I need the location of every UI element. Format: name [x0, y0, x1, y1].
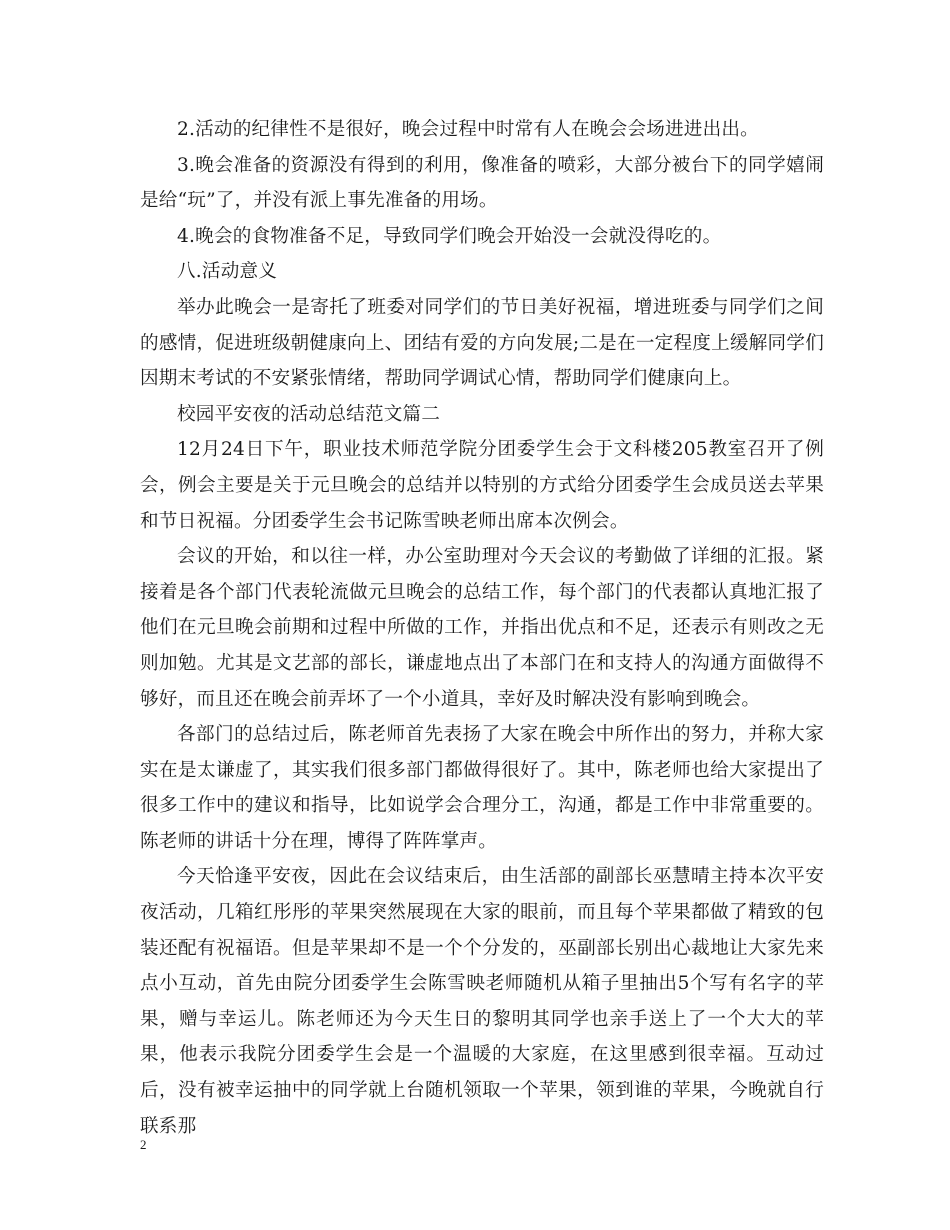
- section-heading-significance: 八.活动意义: [177, 261, 278, 283]
- paragraph-meeting-start: 会议的开始，和以往一样，办公室助理对今天会议的考勤做了详细的汇报。紧接着是各个部门代表轮流做元旦晚会的总结工作，每个部门的代表都认真地汇报了他们在元旦晚会前期和过程中所做的工作，并指出优点和不足，还表示有则改之无则加勉。尤其是文艺部的部长，谦虚地点出了本部门在和支持人的沟通方面做得不够好，而且还在晚会前弄坏了一个小道具，幸好及时解决没有影响到晚会。: [140, 546, 824, 710]
- paragraph-food: 4.晚会的食物准备不足，导致同学们晚会开始没一会就没得吃的。: [177, 225, 722, 247]
- paragraph-discipline: 2.活动的纪律性不是很好，晚会过程中时常有人在晚会会场进进出出。: [177, 119, 759, 140]
- paragraph-resources: 3.晚会准备的资源没有得到的利用，像准备的喷彩，大部分被台下的同学嬉闹是给“玩”了，并没有派上事先准备的用场。: [140, 154, 824, 212]
- paragraph-significance: 举办此晚会一是寄托了班委对同学们的节日美好祝福，增进班委与同学们之间的感情，促进班级朝健康向上、团结有爱的方向发展;二是在一定程度上缓解同学们因期末考试的不安紧张情绪，帮助同学调试心情，帮助同学们健康向上。: [140, 296, 824, 390]
- document-body: [140, 112, 824, 1144]
- paragraph-christmas-eve: 今天恰逢平安夜，因此在会议结束后，由生活部的副部长巫慧晴主持本次平安夜活动，几箱红彤彤的苹果突然展现在大家的眼前，而且每个苹果都做了精致的包装还配有祝福语。但是苹果却不是一个个分发的，巫副部长别出心裁地让大家先来点小互动，首先由院分团委学生会陈雪映老师随机从箱子里抽出5个写有名字的苹果，赠与幸运儿。陈老师还为今天生日的黎明其同学也亲手送上了一个大大的苹果，他表示我院分团委学生会是一个温暖的大家庭，在这里感到很幸福。互动过后，没有被幸运抽中的同学就上台随机领取一个苹果，领到谁的苹果，今晚就自行联系那: [140, 866, 824, 1137]
- article-title-part-two: 校园平安夜的活动总结范文篇二: [177, 403, 441, 425]
- page-number: 2: [140, 1137, 147, 1152]
- paragraph-teacher-speech: 各部门的总结过后，陈老师首先表扬了大家在晚会中所作出的努力，并称大家实在是太谦虚了，其实我们很多部门都做得很好了。其中，陈老师也给大家提出了很多工作中的建议和指导，比如说学会合理分工，沟通，都是工作中非常重要的。陈老师的讲话十分在理，博得了阵阵掌声。: [140, 724, 824, 852]
- paragraph-meeting-intro: 12月24日下午，职业技术师范学院分团委学生会于文科楼205教室召开了例会，例会主要是关于元旦晚会的总结并以特别的方式给分团委学生会成员送去苹果和节日祝福。分团委学生会书记陈雪映老师出席本次例会。: [140, 439, 824, 532]
